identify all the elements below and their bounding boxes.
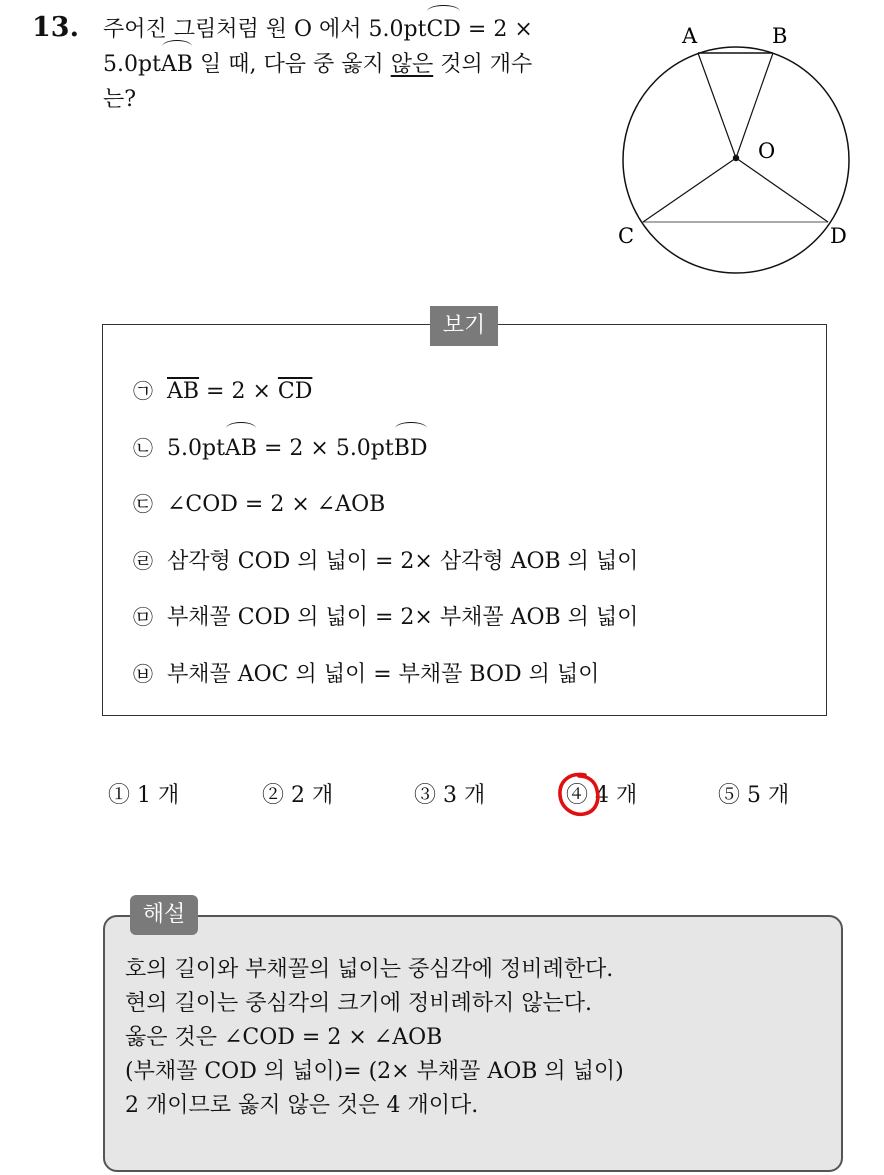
arc-ab: AB (161, 47, 193, 82)
arc-cd: CD (426, 12, 460, 47)
item-marker: ㉥ (133, 661, 153, 686)
item-text: 삼각형 COD 의 넓이 = 2× 삼각형 AOB 의 넓이 (167, 548, 639, 574)
stem-text: 5.0pt (103, 52, 161, 77)
stem-text: = 2 × (460, 17, 533, 42)
label-b: B (772, 24, 788, 48)
item-text: 부채꼴 AOC 의 넓이 = 부채꼴 BOD 의 넓이 (167, 661, 600, 687)
bogi-item (133, 541, 638, 598)
bogi-title: 보기 (430, 306, 498, 346)
solution-line: (부채꼴 COD 의 넓이)= (2× 부채꼴 AOB 의 넓이) (125, 1059, 624, 1084)
choice-5[interactable] (718, 778, 789, 809)
label-c: C (618, 224, 635, 248)
choice-marker: ⑤ (718, 783, 741, 808)
choice-marker: ① (108, 783, 131, 808)
item-text: ∠COD = 2 × ∠AOB (167, 492, 386, 517)
item-marker: ㉠ (133, 379, 153, 403)
question-number: 13. (32, 12, 79, 43)
choice-3[interactable] (414, 778, 485, 809)
radius-oc (643, 158, 736, 222)
item-text: = 2 × (199, 379, 278, 404)
item-marker: ㉢ (133, 492, 153, 516)
choice-label: 4 개 (595, 783, 638, 808)
stem-line-2 (103, 47, 598, 82)
choice-label: 5 개 (747, 783, 790, 808)
item-marker: ㉤ (133, 605, 153, 629)
stem-text: 것의 개수 (433, 52, 533, 77)
label-d: D (830, 224, 847, 248)
solution-title: 해설 (130, 895, 198, 935)
label-o: O (758, 139, 776, 163)
choice-marker: ② (262, 783, 285, 808)
item-marker: ㉡ (133, 435, 153, 460)
stem-text: 일 때, 다음 중 옳지 (192, 52, 391, 77)
solution-line: 옳은 것은 ∠COD = 2 × ∠AOB (125, 1025, 443, 1050)
stem-text: 주어진 그림처럼 원 O 에서 5.0pt (103, 17, 427, 42)
bogi-item (133, 484, 638, 541)
bogi-item (133, 654, 638, 711)
choice-2[interactable] (262, 778, 333, 809)
label-a: A (682, 24, 698, 48)
underlined-word: 않은 (390, 52, 434, 77)
bogi-item (133, 428, 638, 485)
choice-marker: ④ (566, 783, 589, 808)
bogi-item (133, 371, 638, 428)
arc-ab: AB (225, 429, 257, 469)
question-stem (103, 12, 598, 117)
item-text: 부채꼴 COD 의 넓이 = 2× 부채꼴 AOB 의 넓이 (167, 605, 639, 630)
solution-line: 2 개이므로 옳지 않은 것은 4 개이다. (125, 1093, 479, 1118)
item-marker: ㉣ (133, 548, 153, 573)
circle-figure (610, 15, 860, 275)
bogi-list (133, 371, 638, 710)
segment-ab: $\overline{AB}$ (167, 379, 200, 404)
arc-bd: BD (394, 429, 428, 469)
solution-line: 호의 길이와 부채꼴의 넓이는 중심각에 정비례한다. (125, 957, 614, 982)
choice-label: 3 개 (443, 783, 486, 808)
choice-1[interactable] (108, 778, 179, 809)
solution-text (125, 953, 624, 1123)
selected-answer-circle-mark (555, 770, 603, 820)
solution-line: 현의 길이는 중심각의 크기에 정비례하지 않는다. (125, 991, 593, 1016)
segment-cd: $\overline{CD}$ (277, 379, 313, 404)
choice-label: 1 개 (137, 783, 180, 808)
item-text: = 2 × 5.0pt (256, 435, 394, 461)
item-text: 5.0pt (167, 435, 225, 461)
radius-oa (698, 53, 736, 158)
center-point (733, 155, 739, 161)
choice-label: 2 개 (291, 783, 334, 808)
bogi-item (133, 597, 638, 654)
stem-line-3: 는? (103, 87, 137, 112)
choice-marker: ③ (414, 783, 437, 808)
radius-od (736, 158, 828, 222)
